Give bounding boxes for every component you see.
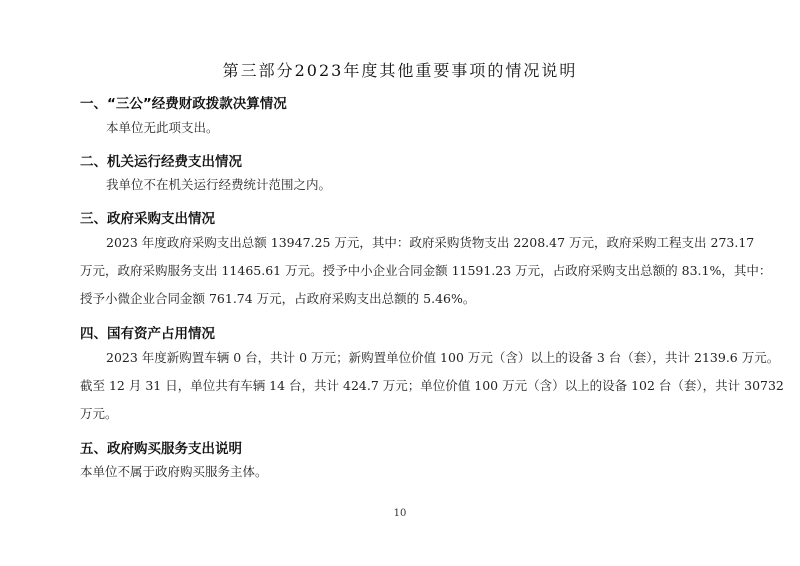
- section-3-line-1: 2023 年度政府采购支出总额 13947.25 万元，其中：政府采购货物支出 2208.47 万元，政府采购工程支出 273.17: [106, 235, 755, 250]
- section-3-line-3: 授予小微企业合同金额 761.74 万元，占政府采购支出总额的 5.46%。: [80, 291, 476, 306]
- section-heading-4: 四、国有资产占用情况: [80, 326, 215, 342]
- page-title: 第三部分2023年度其他重要事项的情况说明: [222, 61, 578, 80]
- section-3-line-2: 万元，政府采购服务支出 11465.61 万元。授予中小企业合同金额 11591.23 万元，占政府采购支出总额的 83.1%，其中：: [80, 263, 772, 278]
- section-4-line-2: 截至 12 月 31 日，单位共有车辆 14 台，共计 424.7 万元；单位价值 100 万元（含）以上的设备 102 台（套），共计 30732: [80, 378, 784, 393]
- page-number: 10: [393, 508, 407, 519]
- section-heading-2: 二、机关运行经费支出情况: [80, 154, 242, 170]
- section-2-line-1: 我单位不在机关运行经费统计范围之内。: [106, 177, 332, 192]
- section-1-line-1: 本单位无此项支出。: [106, 120, 219, 135]
- section-4-line-3: 万元。: [80, 406, 118, 421]
- section-4-line-1: 2023 年度新购置车辆 0 台，共计 0 万元；新购置单位价值 100 万元（含）以上的设备 3 台（套），共计 2139.6 万元。: [106, 350, 780, 365]
- section-heading-1: 一、“三公”经费财政拨款决算情况: [80, 96, 287, 112]
- section-heading-3: 三、政府采购支出情况: [80, 211, 215, 227]
- section-5-line-1: 本单位不属于政府购买服务主体。: [80, 464, 268, 479]
- section-heading-5: 五、政府购买服务支出说明: [80, 441, 242, 457]
